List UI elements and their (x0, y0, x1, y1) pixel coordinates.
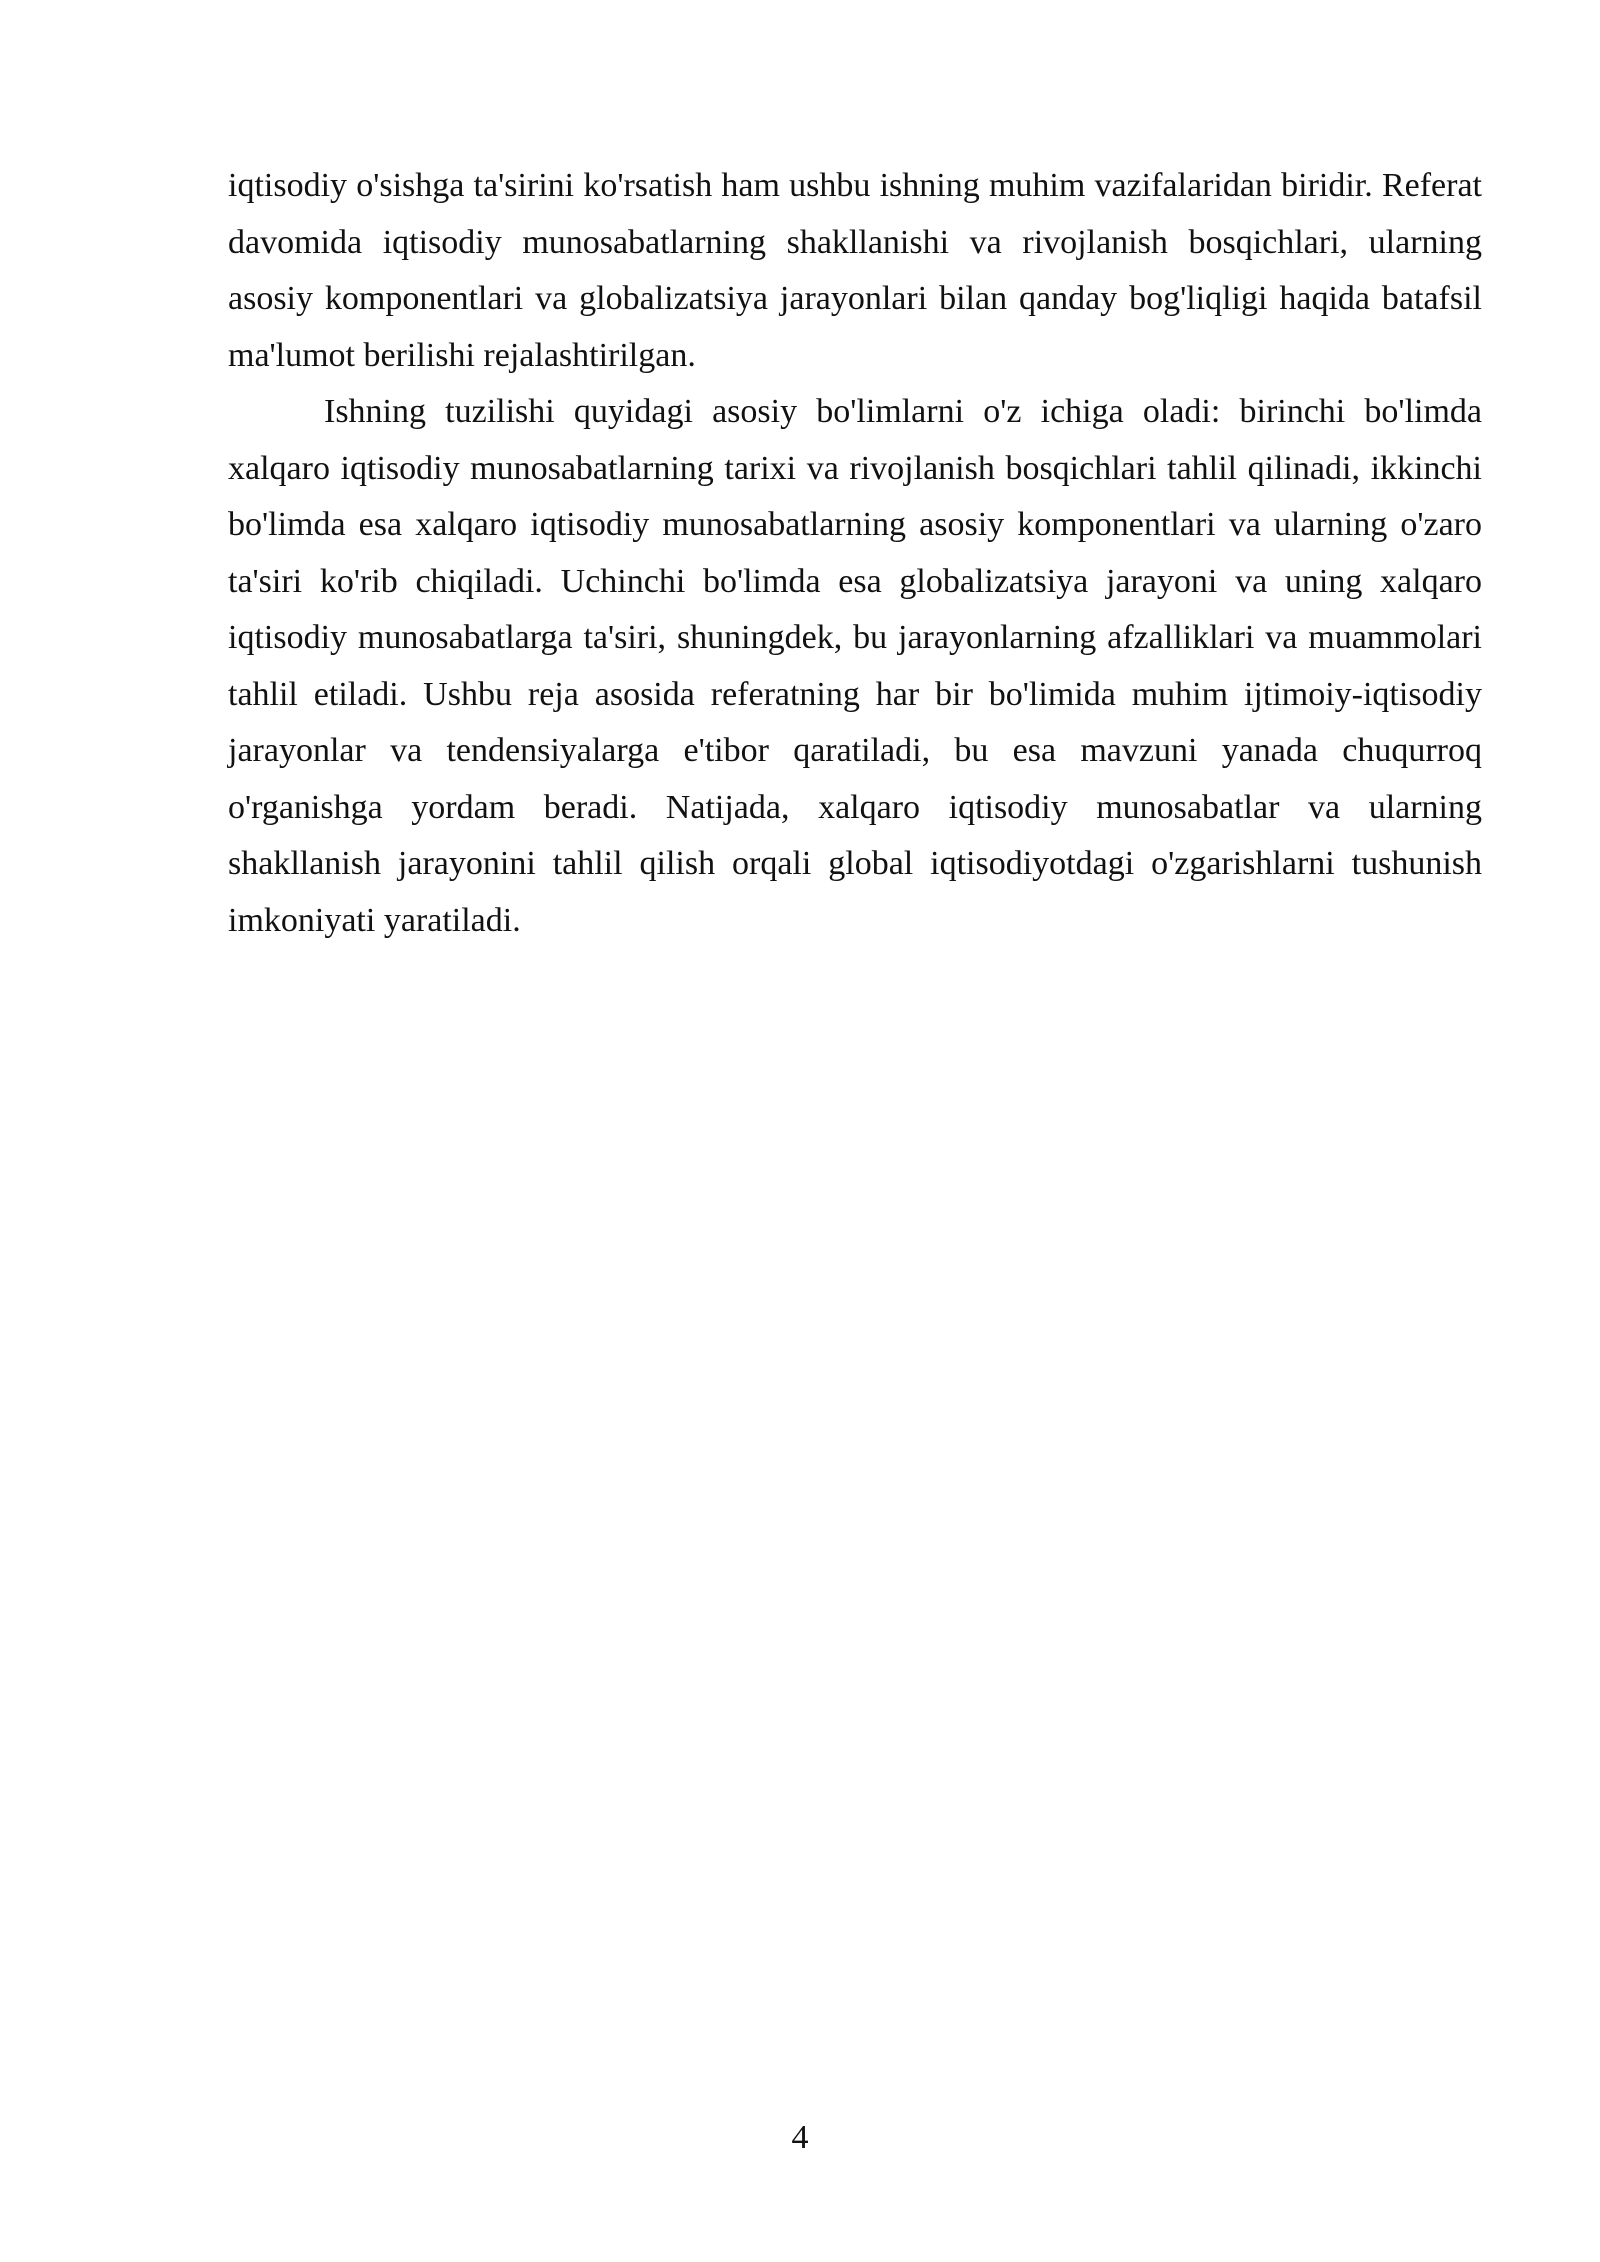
paragraph-continuation: iqtisodiy o'sishga ta'sirini ko'rsatish ham ushbu ishning muhim vazifalaridan biridir. Referat davomida iqtisodiy munosabatlarning shakllanishi va rivojlanish bosqichlari, ularning asosiy komponentlari va globalizatsiya jarayonlari bilan qanday bog'liqligi haqida batafsil ma'lumot berilishi rejalashtirilgan. (228, 167, 1482, 374)
body-text (228, 158, 1482, 949)
paragraph-structure: Ishning tuzilishi quyidagi asosiy bo'limlarni o'z ichiga oladi: birinchi bo'limda xalqaro iqtisodiy munosabatlarning tarixi va rivojlanish bosqichlari tahlil qilinadi, ikkinchi bo'limda esa xalqaro iqtisodiy munosabatlarning asosiy komponentlari va ularning o'zaro ta'siri ko'rib chiqiladi. Uchinchi bo'limda esa globalizatsiya jarayoni va uning xalqaro iqtisodiy munosabatlarga ta'siri, shuningdek, bu jarayonlarning afzalliklari va muammolari tahlil etiladi. Ushbu reja asosida referatning har bir bo'limida muhim ijtimoiy-iqtisodiy jarayonlar va tendensiyalarga e'tibor qaratiladi, bu esa mavzuni yanada chuqurroq o'rganishga yordam beradi. Natijada, xalqaro iqtisodiy munosabatlar va ularning shakllanish jarayonini tahlil qilish orqali global iqtisodiyotdagi o'zgarishlarni tushunish imkoniyati yaratiladi. (228, 393, 1482, 939)
page-number: 4 (791, 2119, 809, 2156)
